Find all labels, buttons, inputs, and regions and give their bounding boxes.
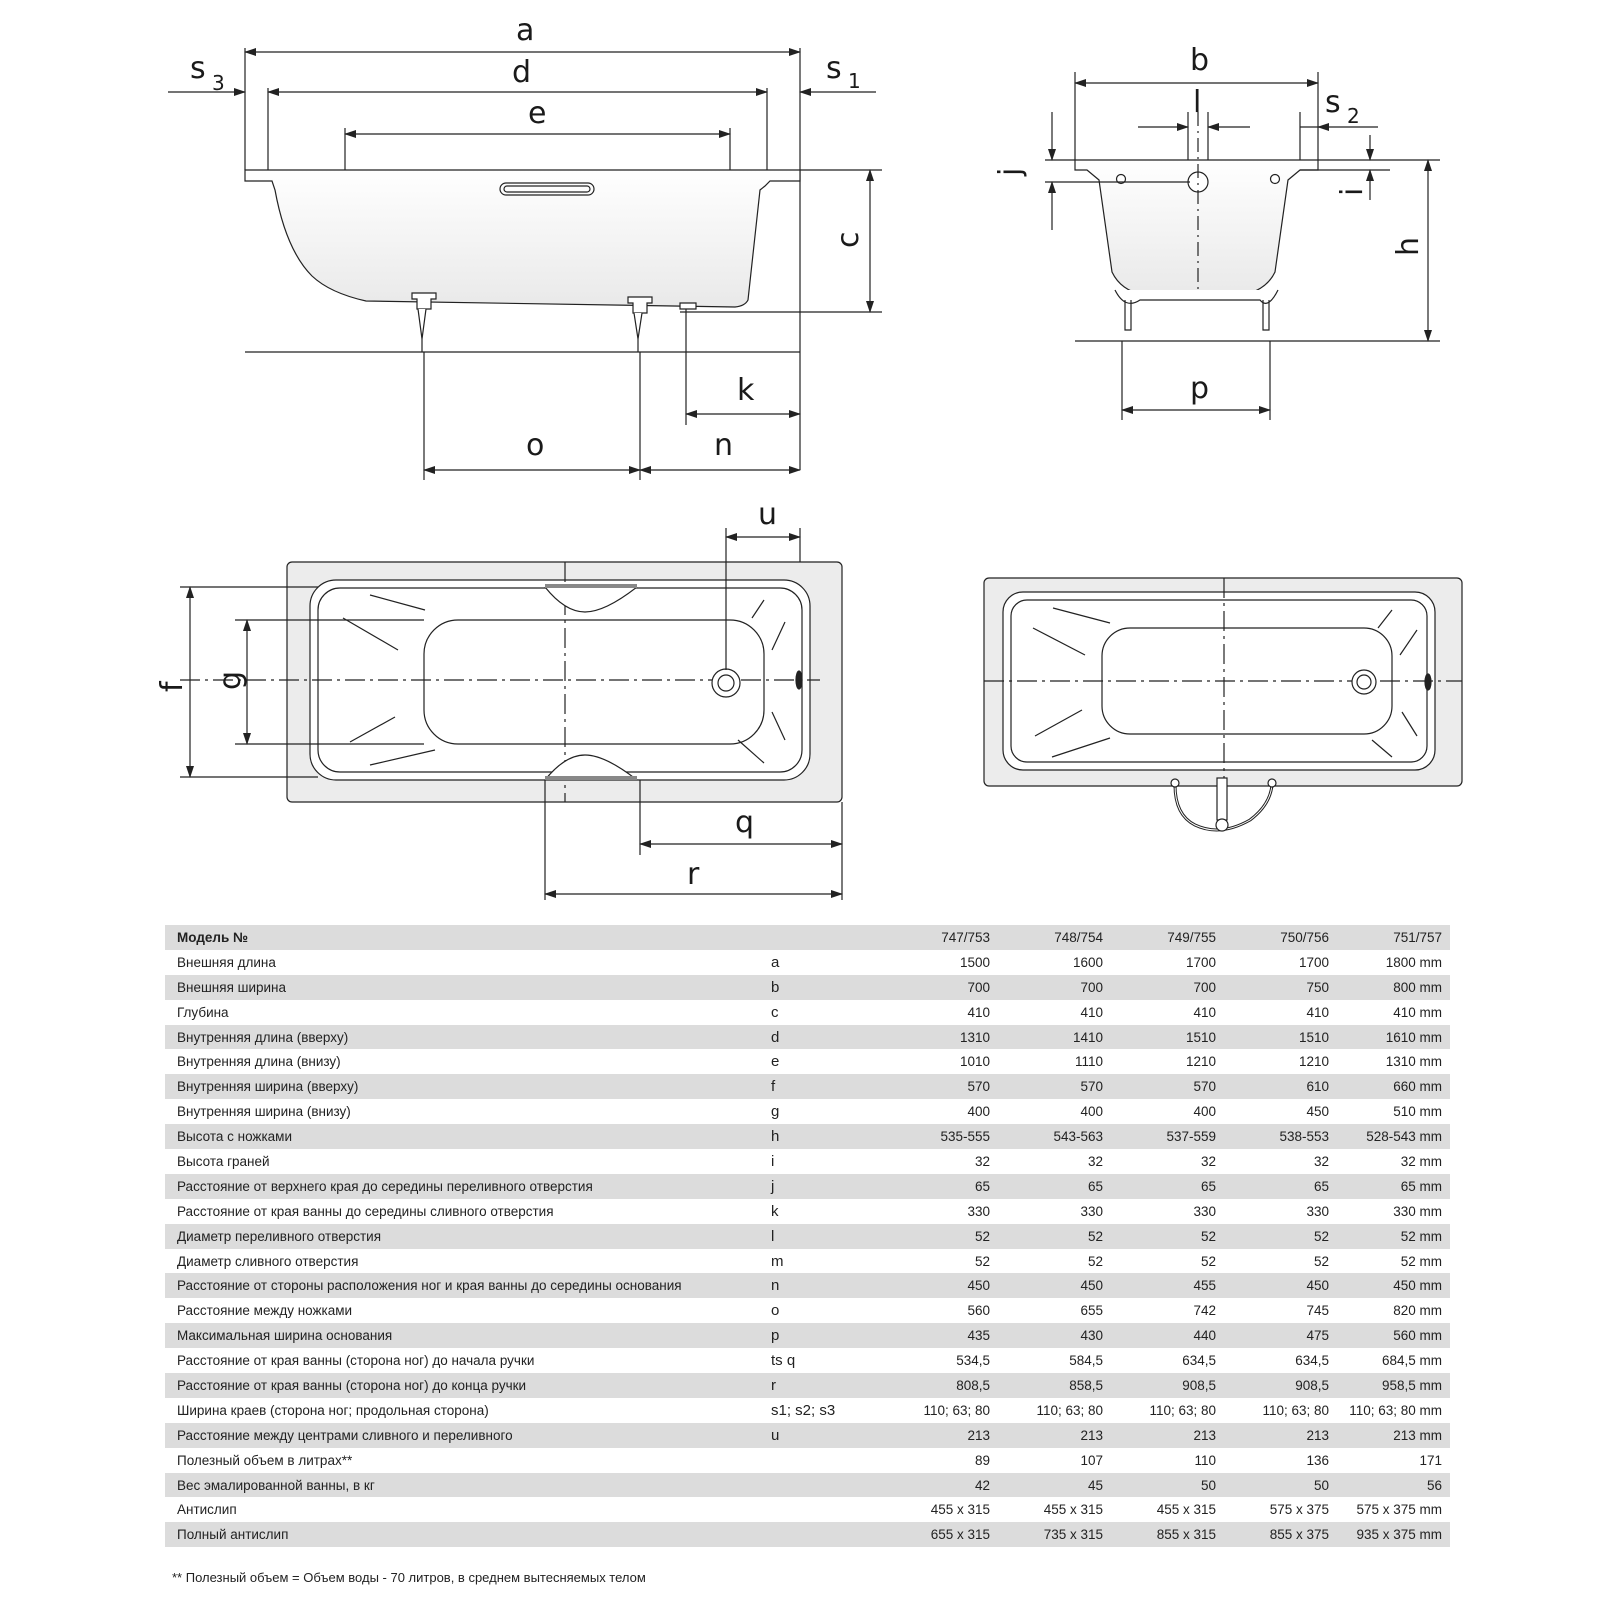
table-row xyxy=(165,1049,1450,1074)
row-value: 52 mm xyxy=(1337,1249,1450,1274)
row-value: 32 xyxy=(1224,1149,1337,1174)
row-label: Глубина xyxy=(165,1000,765,1025)
row-value: 89 xyxy=(885,1448,998,1473)
row-value: 410 xyxy=(998,1000,1111,1025)
table-row xyxy=(165,1000,1450,1025)
row-value: 560 mm xyxy=(1337,1323,1450,1348)
row-code: s1; s2; s3 xyxy=(765,1398,885,1423)
row-value: 455 xyxy=(1111,1273,1224,1298)
row-value: 1510 xyxy=(1111,1025,1224,1050)
row-value: 440 xyxy=(1111,1323,1224,1348)
row-value: 1700 xyxy=(1111,950,1224,975)
model-number: 751/757 xyxy=(1337,925,1450,950)
row-value: 820 mm xyxy=(1337,1298,1450,1323)
row-code: j xyxy=(765,1174,885,1199)
row-code: ts q xyxy=(765,1348,885,1373)
row-value: 1310 xyxy=(885,1025,998,1050)
row-value: 65 xyxy=(1111,1174,1224,1199)
row-code: a xyxy=(765,950,885,975)
row-value: 450 xyxy=(1224,1099,1337,1124)
table-row xyxy=(165,1249,1450,1274)
row-value: 855 x 375 xyxy=(1224,1522,1337,1547)
row-value: 52 xyxy=(998,1224,1111,1249)
row-value: 213 xyxy=(1111,1423,1224,1448)
row-value: 450 xyxy=(885,1273,998,1298)
label-p: p xyxy=(1190,371,1210,406)
top-view-with-handles xyxy=(180,528,842,900)
top-view-with-fitting xyxy=(984,578,1462,831)
row-label: Внешняя ширина xyxy=(165,975,765,1000)
row-value: 110; 63; 80 xyxy=(885,1398,998,1423)
table-row xyxy=(165,1423,1450,1448)
row-value: 1500 xyxy=(885,950,998,975)
row-value: 570 xyxy=(1111,1074,1224,1099)
row-code: f xyxy=(765,1074,885,1099)
row-value: 32 xyxy=(885,1149,998,1174)
row-value: 1700 xyxy=(1224,950,1337,975)
row-value: 634,5 xyxy=(1224,1348,1337,1373)
label-l: l xyxy=(1193,85,1202,120)
label-k: k xyxy=(737,373,755,408)
row-label: Внутренняя длина (вверху) xyxy=(165,1025,765,1050)
label-i: i xyxy=(1335,187,1370,196)
row-label: Полный антислип xyxy=(165,1522,765,1547)
model-number: 748/754 xyxy=(998,925,1111,950)
row-value: 700 xyxy=(885,975,998,1000)
label-b: b xyxy=(1190,43,1210,78)
row-label: Высота с ножками xyxy=(165,1124,765,1149)
row-value: 400 xyxy=(998,1099,1111,1124)
row-value: 655 xyxy=(998,1298,1111,1323)
row-value: 110; 63; 80 mm xyxy=(1337,1398,1450,1423)
row-value: 575 x 375 xyxy=(1224,1497,1337,1522)
table-row xyxy=(165,1473,1450,1498)
row-value: 450 xyxy=(1224,1273,1337,1298)
row-value: 110 xyxy=(1111,1448,1224,1473)
table-row xyxy=(165,1298,1450,1323)
row-value: 570 xyxy=(885,1074,998,1099)
row-value: 330 xyxy=(885,1199,998,1224)
row-value: 634,5 xyxy=(1111,1348,1224,1373)
row-code xyxy=(765,1522,885,1547)
table-row xyxy=(165,950,1450,975)
table-row xyxy=(165,1224,1450,1249)
row-code: m xyxy=(765,1249,885,1274)
row-value: 52 xyxy=(998,1249,1111,1274)
row-value: 65 xyxy=(885,1174,998,1199)
label-a: a xyxy=(516,13,535,48)
table-row xyxy=(165,1273,1450,1298)
row-value: 455 x 315 xyxy=(1111,1497,1224,1522)
row-code: g xyxy=(765,1099,885,1124)
row-value: 56 xyxy=(1337,1473,1450,1498)
row-label: Внутренняя ширина (внизу) xyxy=(165,1099,765,1124)
row-value: 543-563 xyxy=(998,1124,1111,1149)
table-row xyxy=(165,975,1450,1000)
row-code: n xyxy=(765,1273,885,1298)
table-row xyxy=(165,1199,1450,1224)
row-value: 52 xyxy=(1111,1224,1224,1249)
row-value: 65 xyxy=(1224,1174,1337,1199)
row-code: r xyxy=(765,1373,885,1398)
row-label: Высота граней xyxy=(165,1149,765,1174)
row-value: 213 xyxy=(998,1423,1111,1448)
row-value: 510 mm xyxy=(1337,1099,1450,1124)
table-header-row xyxy=(165,925,1450,950)
row-value: 570 xyxy=(998,1074,1111,1099)
table-row xyxy=(165,1099,1450,1124)
table-row xyxy=(165,1373,1450,1398)
row-code xyxy=(765,1448,885,1473)
row-value: 52 xyxy=(1224,1224,1337,1249)
row-value: 908,5 xyxy=(1224,1373,1337,1398)
row-value: 528-543 mm xyxy=(1337,1124,1450,1149)
row-value: 660 mm xyxy=(1337,1074,1450,1099)
row-code xyxy=(765,1473,885,1498)
row-code: d xyxy=(765,1025,885,1050)
row-value: 65 mm xyxy=(1337,1174,1450,1199)
label-n: n xyxy=(714,428,734,463)
row-label: Полезный объем в литрах** xyxy=(165,1448,765,1473)
row-code: p xyxy=(765,1323,885,1348)
row-value: 735 x 315 xyxy=(998,1522,1111,1547)
row-value: 450 xyxy=(998,1273,1111,1298)
label-d: d xyxy=(512,55,532,90)
table-row xyxy=(165,1522,1450,1547)
row-value: 330 xyxy=(1224,1199,1337,1224)
row-value: 171 xyxy=(1337,1448,1450,1473)
row-label: Максимальная ширина основания xyxy=(165,1323,765,1348)
label-h: h xyxy=(1391,236,1426,256)
row-value: 330 xyxy=(1111,1199,1224,1224)
label-r: r xyxy=(687,857,700,892)
row-value: 610 xyxy=(1224,1074,1337,1099)
row-label: Вес эмалированной ванны, в кг xyxy=(165,1473,765,1498)
row-value: 450 mm xyxy=(1337,1273,1450,1298)
row-value: 575 x 375 mm xyxy=(1337,1497,1450,1522)
label-j: j xyxy=(993,167,1028,176)
row-value: 455 x 315 xyxy=(998,1497,1111,1522)
row-code: c xyxy=(765,1000,885,1025)
row-value: 684,5 mm xyxy=(1337,1348,1450,1373)
row-code: l xyxy=(765,1224,885,1249)
row-value: 410 mm xyxy=(1337,1000,1450,1025)
table-row xyxy=(165,1149,1450,1174)
table-row xyxy=(165,1074,1450,1099)
row-code: b xyxy=(765,975,885,1000)
row-value: 32 mm xyxy=(1337,1149,1450,1174)
model-number: 750/756 xyxy=(1224,925,1337,950)
row-value: 400 xyxy=(1111,1099,1224,1124)
row-value: 1110 xyxy=(998,1049,1111,1074)
row-value: 52 xyxy=(885,1249,998,1274)
row-value: 455 x 315 xyxy=(885,1497,998,1522)
row-value: 745 xyxy=(1224,1298,1337,1323)
label-u: u xyxy=(758,497,778,532)
label-f: f xyxy=(155,681,190,692)
row-code: k xyxy=(765,1199,885,1224)
row-value: 110; 63; 80 xyxy=(1111,1398,1224,1423)
row-value: 435 xyxy=(885,1323,998,1348)
row-value: 958,5 mm xyxy=(1337,1373,1450,1398)
footnote: ** Полезный объем = Объем воды - 70 литров, в среднем вытесняемых телом xyxy=(172,1570,646,1585)
row-label: Расстояние между ножками xyxy=(165,1298,765,1323)
row-value: 1600 xyxy=(998,950,1111,975)
row-label: Расстояние от края ванны (сторона ног) до конца ручки xyxy=(165,1373,765,1398)
table-row xyxy=(165,1124,1450,1149)
row-value: 52 mm xyxy=(1337,1224,1450,1249)
model-label: Модель № xyxy=(165,925,765,950)
row-value: 52 xyxy=(1224,1249,1337,1274)
row-label: Антислип xyxy=(165,1497,765,1522)
row-value: 42 xyxy=(885,1473,998,1498)
row-value: 538-553 xyxy=(1224,1124,1337,1149)
label-s2-index: 2 xyxy=(1347,104,1360,128)
row-value: 908,5 xyxy=(1111,1373,1224,1398)
table-row xyxy=(165,1323,1450,1348)
row-value: 935 x 375 mm xyxy=(1337,1522,1450,1547)
row-value: 52 xyxy=(1111,1249,1224,1274)
row-value: 1310 mm xyxy=(1337,1049,1450,1074)
row-value: 800 mm xyxy=(1337,975,1450,1000)
row-value: 32 xyxy=(998,1149,1111,1174)
label-q: q xyxy=(735,805,755,840)
table-row xyxy=(165,1448,1450,1473)
row-value: 855 x 315 xyxy=(1111,1522,1224,1547)
row-value: 410 xyxy=(1111,1000,1224,1025)
row-value: 213 xyxy=(1224,1423,1337,1448)
end-view xyxy=(1045,72,1440,420)
row-value: 858,5 xyxy=(998,1373,1111,1398)
row-value: 136 xyxy=(1224,1448,1337,1473)
row-value: 560 xyxy=(885,1298,998,1323)
row-code: i xyxy=(765,1149,885,1174)
row-value: 475 xyxy=(1224,1323,1337,1348)
side-view xyxy=(168,48,882,480)
code-cell xyxy=(765,925,885,950)
row-code: e xyxy=(765,1049,885,1074)
table-row xyxy=(165,1497,1450,1522)
label-s2: s xyxy=(1325,85,1341,120)
row-code: o xyxy=(765,1298,885,1323)
row-label: Расстояние от верхнего края до середины переливного отверстия xyxy=(165,1174,765,1199)
row-value: 400 xyxy=(885,1099,998,1124)
row-value: 1510 xyxy=(1224,1025,1337,1050)
row-value: 330 xyxy=(998,1199,1111,1224)
row-code xyxy=(765,1497,885,1522)
label-s1-index: 1 xyxy=(848,69,861,93)
row-value: 52 xyxy=(885,1224,998,1249)
row-value: 213 xyxy=(885,1423,998,1448)
label-s3: s xyxy=(190,51,206,86)
row-label: Диаметр переливного отверстия xyxy=(165,1224,765,1249)
table-row xyxy=(165,1398,1450,1423)
row-value: 430 xyxy=(998,1323,1111,1348)
row-value: 107 xyxy=(998,1448,1111,1473)
row-value: 1800 mm xyxy=(1337,950,1450,975)
row-value: 110; 63; 80 xyxy=(1224,1398,1337,1423)
model-number: 749/755 xyxy=(1111,925,1224,950)
model-number: 747/753 xyxy=(885,925,998,950)
row-value: 700 xyxy=(998,975,1111,1000)
row-value: 410 xyxy=(885,1000,998,1025)
row-value: 750 xyxy=(1224,975,1337,1000)
row-label: Внутренняя длина (внизу) xyxy=(165,1049,765,1074)
row-value: 110; 63; 80 xyxy=(998,1398,1111,1423)
row-value: 535-555 xyxy=(885,1124,998,1149)
row-value: 213 mm xyxy=(1337,1423,1450,1448)
row-value: 1410 xyxy=(998,1025,1111,1050)
row-value: 330 mm xyxy=(1337,1199,1450,1224)
row-value: 1210 xyxy=(1111,1049,1224,1074)
table-row xyxy=(165,1348,1450,1373)
row-value: 808,5 xyxy=(885,1373,998,1398)
spec-table xyxy=(165,925,1450,1547)
row-value: 700 xyxy=(1111,975,1224,1000)
row-label: Ширина краев (сторона ног; продольная сторона) xyxy=(165,1398,765,1423)
row-label: Расстояние между центрами сливного и переливного xyxy=(165,1423,765,1448)
row-value: 584,5 xyxy=(998,1348,1111,1373)
row-value: 50 xyxy=(1111,1473,1224,1498)
row-label: Расстояние от стороны расположения ног и края ванны до середины основания xyxy=(165,1273,765,1298)
row-value: 742 xyxy=(1111,1298,1224,1323)
row-value: 1210 xyxy=(1224,1049,1337,1074)
row-value: 655 x 315 xyxy=(885,1522,998,1547)
row-label: Расстояние от края ванны (сторона ног) до начала ручки xyxy=(165,1348,765,1373)
label-o: o xyxy=(526,428,545,463)
row-label: Расстояние от края ванны до середины сливного отверстия xyxy=(165,1199,765,1224)
row-value: 537-559 xyxy=(1111,1124,1224,1149)
label-g: g xyxy=(213,670,248,690)
row-value: 50 xyxy=(1224,1473,1337,1498)
label-c: c xyxy=(831,231,866,248)
row-code: u xyxy=(765,1423,885,1448)
table-row xyxy=(165,1174,1450,1199)
table-row xyxy=(165,1025,1450,1050)
row-value: 65 xyxy=(998,1174,1111,1199)
row-value: 45 xyxy=(998,1473,1111,1498)
row-value: 534,5 xyxy=(885,1348,998,1373)
row-value: 410 xyxy=(1224,1000,1337,1025)
label-e: e xyxy=(528,96,547,131)
row-label: Внутренняя ширина (вверху) xyxy=(165,1074,765,1099)
row-label: Диаметр сливного отверстия xyxy=(165,1249,765,1274)
row-value: 1010 xyxy=(885,1049,998,1074)
label-s1: s xyxy=(826,51,842,86)
row-value: 32 xyxy=(1111,1149,1224,1174)
label-s3-index: 3 xyxy=(212,71,225,95)
row-value: 1610 mm xyxy=(1337,1025,1450,1050)
row-label: Внешняя длина xyxy=(165,950,765,975)
row-code: h xyxy=(765,1124,885,1149)
